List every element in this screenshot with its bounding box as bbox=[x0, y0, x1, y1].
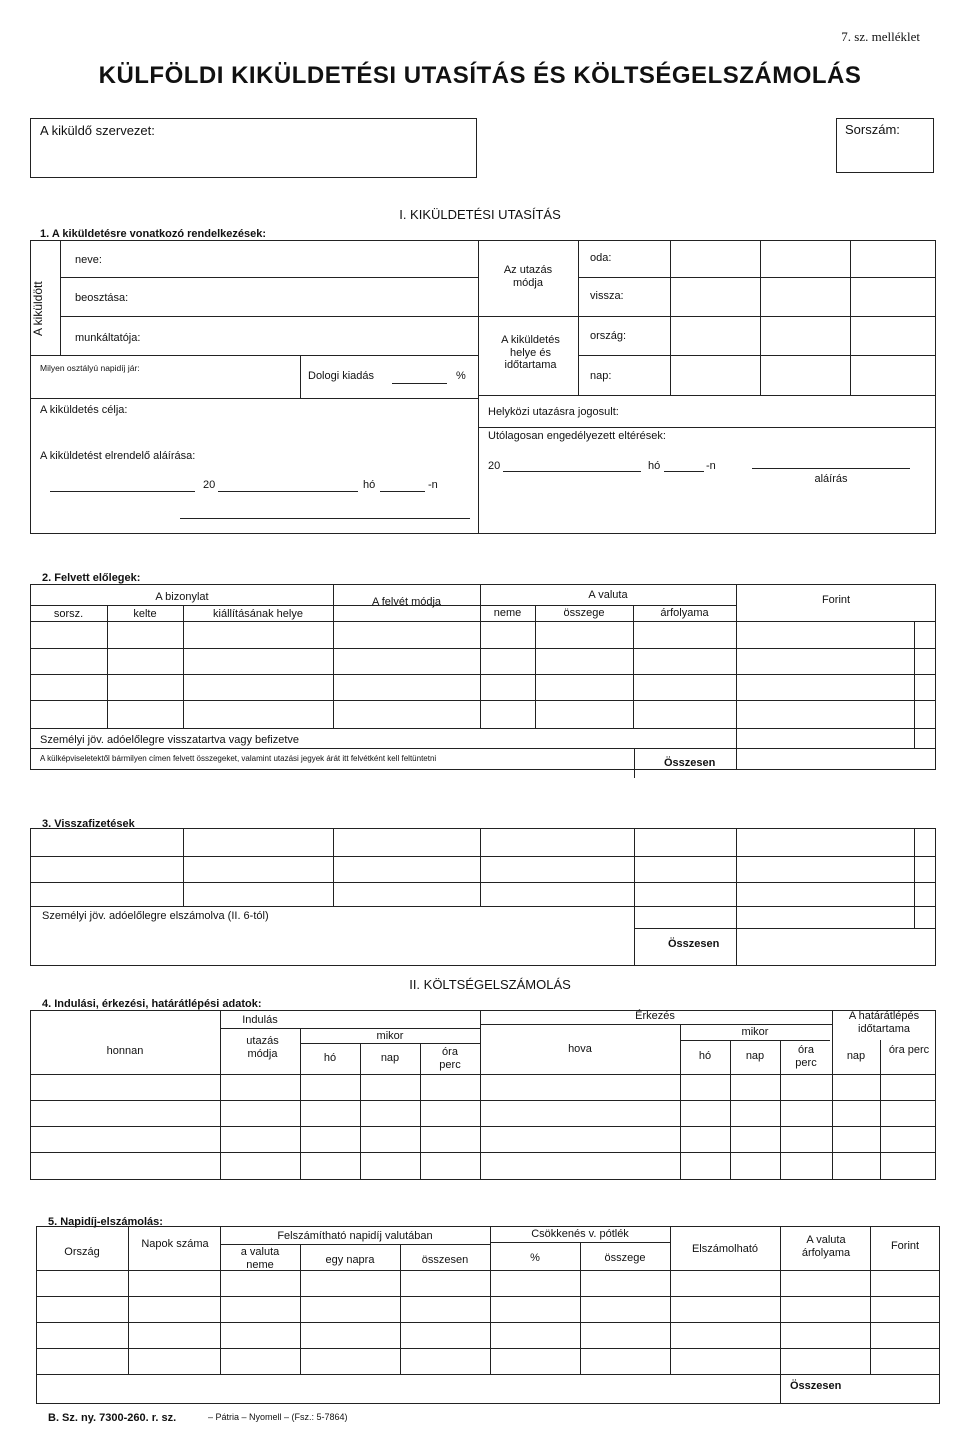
sec5-amt-header: összege bbox=[604, 1252, 646, 1264]
sec5-huf-header: Forint bbox=[890, 1240, 920, 1252]
kikuldott-side-label: A kiküldött bbox=[31, 281, 45, 336]
sec4-hm2-header: óra perc bbox=[795, 1044, 817, 1069]
back-label: vissza: bbox=[590, 290, 624, 302]
sec5-foreign-header: Felszámítható napidíj valutában bbox=[277, 1230, 433, 1242]
sec5-perday-header: egy napra bbox=[325, 1254, 375, 1266]
employer-label: munkáltatója: bbox=[75, 332, 141, 344]
sec4-to-header: hova bbox=[568, 1043, 592, 1055]
date-year: 20 bbox=[203, 479, 216, 491]
sec5-total-label: Összesen bbox=[790, 1380, 842, 1392]
printer-info: – Pátria – Nyomell – (Fsz.: 5-7864) bbox=[208, 1412, 348, 1422]
sec4-bhm-header: óra perc bbox=[888, 1044, 930, 1056]
annex-label: 7. sz. melléklet bbox=[841, 29, 920, 44]
sec4-bday-header: nap bbox=[846, 1050, 866, 1062]
sec2-kind-header: neme bbox=[493, 607, 522, 619]
sec2-note: A külképviseletektől bármilyen címen felvett összegeket, valamint utazási jegyek árát itt felvétként kell feltüntetni bbox=[40, 754, 437, 763]
sec4-border-header: A határátlépés időtartama bbox=[848, 1010, 920, 1035]
sig-month: hó bbox=[648, 460, 661, 472]
place-label: A kiküldetés helye és időtartama bbox=[501, 334, 560, 372]
sec5-country-header: Ország bbox=[64, 1246, 100, 1258]
sec4-mo2-header: hó bbox=[698, 1050, 712, 1062]
sec3-table bbox=[30, 828, 936, 966]
form-code: B. Sz. ny. 7300-260. r. sz. bbox=[48, 1412, 177, 1424]
sec4-when2-header: mikor bbox=[741, 1026, 769, 1038]
sig-day: -n bbox=[706, 460, 716, 472]
country-label: ország: bbox=[590, 330, 627, 342]
signature-label: aláírás bbox=[814, 473, 848, 485]
date-month: hó bbox=[363, 479, 376, 491]
sec2-rate-header: árfolyama bbox=[660, 607, 709, 619]
sec2-doc-header: A bizonylat bbox=[155, 591, 209, 603]
sec5-cur-header: a valuta neme bbox=[240, 1246, 280, 1271]
deviation-label: Utólagosan engedélyezett eltérések: bbox=[488, 430, 666, 442]
part1-title: I. KIKÜLDETÉSI UTASÍTÁS bbox=[399, 207, 561, 222]
sec5-acc-header: Elszámolható bbox=[691, 1243, 759, 1255]
sec4-day2-header: nap bbox=[745, 1050, 765, 1062]
sec5-title: 5. Napidíj-elszámolás: bbox=[48, 1216, 163, 1228]
travel-mode-label: Az utazás módja bbox=[503, 264, 553, 289]
sec4-from-header: honnan bbox=[106, 1045, 144, 1057]
sec2-total-label: Összesen bbox=[664, 757, 716, 769]
position-label: beosztása: bbox=[75, 292, 129, 304]
sec1-box bbox=[30, 240, 936, 534]
sec2-tax-label: Személyi jöv. adóelőlegre visszatartva vagy befizetve bbox=[40, 734, 300, 746]
costs-label: Dologi kiadás bbox=[308, 370, 375, 382]
sec4-table bbox=[30, 1010, 936, 1180]
org-label: A kiküldő szervezet: bbox=[40, 123, 155, 138]
sec3-total-label: Összesen bbox=[668, 938, 720, 950]
sec5-rate-header: A valuta árfolyama bbox=[801, 1234, 851, 1259]
sec2-currency-header: A valuta bbox=[588, 589, 628, 601]
local-label: Helyközi utazásra jogosult: bbox=[488, 406, 619, 418]
name-label: neve: bbox=[75, 254, 102, 266]
there-label: oda: bbox=[590, 252, 612, 264]
sec2-issue-header: kiállításának helye bbox=[213, 608, 303, 620]
days-label: nap: bbox=[590, 370, 612, 382]
sec3-tax-label: Személyi jöv. adóelőlegre elszámolva (II. 6-tól) bbox=[42, 910, 269, 922]
sec3-title: 3. Visszafizetések bbox=[42, 818, 135, 830]
perdiem-label: Milyen osztályú napidíj jár: bbox=[40, 363, 140, 373]
sec5-ndays-header: Napok száma bbox=[141, 1238, 209, 1250]
sec2-huf-header: Forint bbox=[821, 594, 851, 606]
sec2-title: 2. Felvett előlegek: bbox=[42, 572, 141, 584]
sig-year: 20 bbox=[488, 460, 501, 472]
purpose-label: A kiküldetés célja: bbox=[40, 404, 128, 416]
sec5-red-header: Csökkenés v. pótlék bbox=[531, 1228, 629, 1240]
sec2-no-header: sorsz. bbox=[53, 608, 84, 620]
page-title: KÜLFÖLDI KIKÜLDETÉSI UTASÍTÁS ÉS KÖLTSÉGELSZÁMOLÁS bbox=[98, 62, 862, 89]
sec1-title: 1. A kiküldetésre vonatkozó rendelkezések: bbox=[40, 228, 266, 240]
sec4-hm-header: óra perc bbox=[439, 1046, 461, 1071]
orderer-label: A kiküldetést elrendelő aláírása: bbox=[40, 450, 196, 462]
sec5-sum-header: összesen bbox=[421, 1254, 469, 1266]
sec4-when-header: mikor bbox=[376, 1030, 404, 1042]
sec4-mode-header: utazás módja bbox=[246, 1035, 279, 1060]
part2-title: II. KÖLTSÉGELSZÁMOLÁS bbox=[409, 977, 571, 992]
sec4-title: 4. Indulási, érkezési, határátlépési adatok: bbox=[42, 998, 262, 1010]
sec4-day-header: nap bbox=[380, 1052, 400, 1064]
date-day: -n bbox=[428, 479, 438, 491]
sec4-arr-header: Érkezés bbox=[635, 1010, 675, 1022]
pct-label: % bbox=[456, 370, 466, 382]
sec4-mo-header: hó bbox=[323, 1052, 337, 1064]
sec2-how-header: A felvét módja bbox=[371, 596, 442, 608]
sec4-dep-header: Indulás bbox=[242, 1014, 278, 1026]
sec5-pct-header: % bbox=[530, 1252, 540, 1264]
serial-label: Sorszám: bbox=[845, 122, 900, 137]
sec2-amount-header: összege bbox=[563, 607, 605, 619]
sec2-date-header: kelte bbox=[133, 608, 157, 620]
